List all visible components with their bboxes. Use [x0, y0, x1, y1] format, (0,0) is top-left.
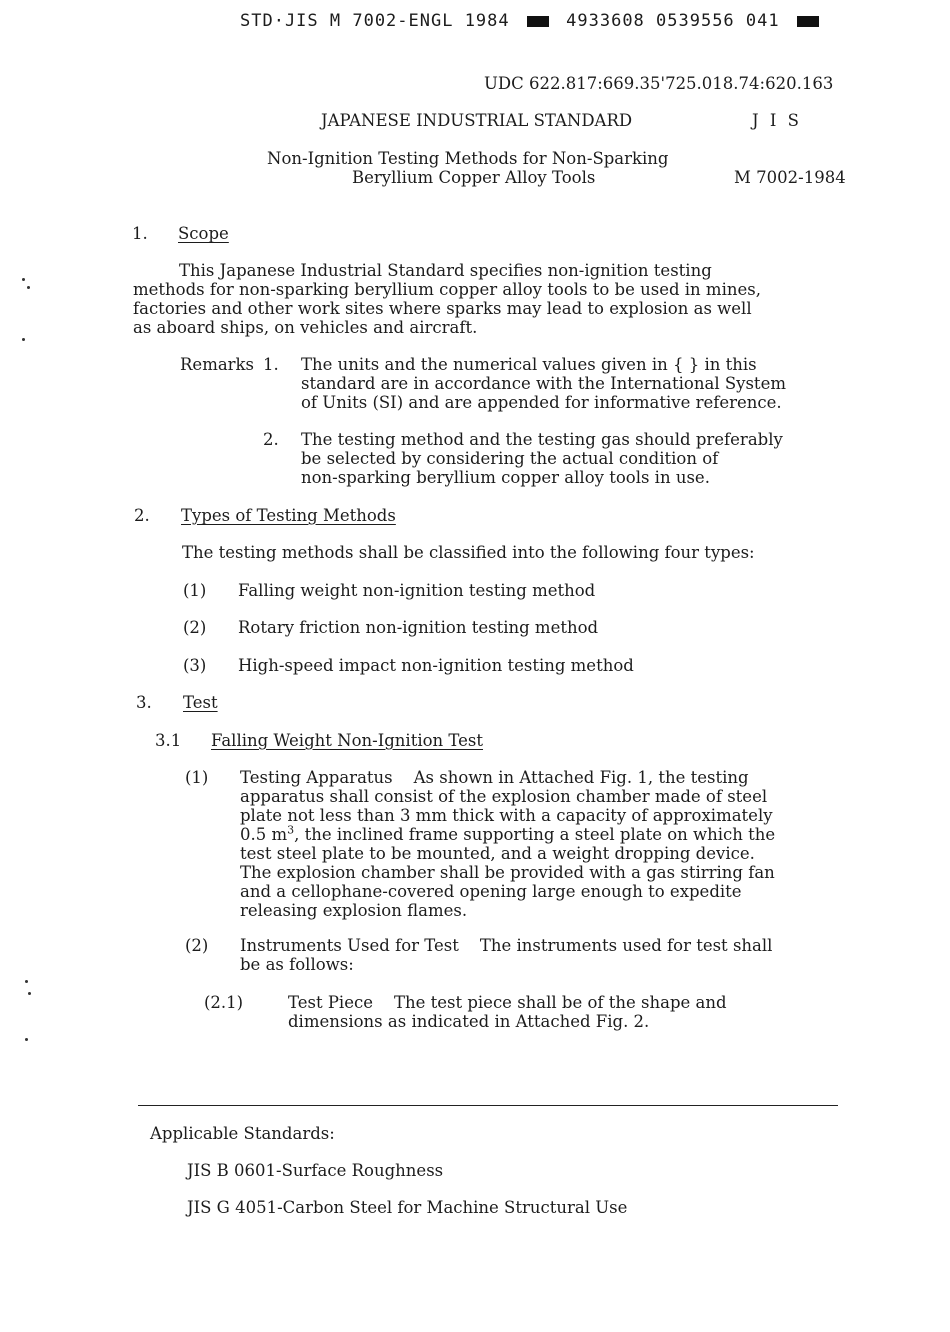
subsection-number: 3.1	[155, 731, 182, 750]
capacity-value: 0.5 m	[240, 825, 288, 844]
item-number: (2)	[185, 936, 209, 955]
scan-speck	[27, 286, 30, 289]
section-number: 2.	[134, 506, 150, 525]
scan-speck	[28, 992, 31, 995]
section-title-test: Test	[183, 693, 218, 712]
remark-line: be selected by considering the actual condition of	[301, 449, 719, 468]
paragraph-line: dimensions as indicated in Attached Fig. 2.	[288, 1012, 650, 1031]
list-item-number: (2)	[183, 618, 207, 637]
standard-title: JAPANESE INDUSTRIAL STANDARD	[321, 111, 633, 130]
header-code-prefix: STD·JIS M 7002-ENGL 1984	[240, 11, 510, 31]
redaction-block	[527, 16, 549, 27]
remark-2-text	[301, 430, 783, 487]
document-code-header	[240, 12, 825, 31]
applicable-standard-item: JIS B 0601-Surface Roughness	[187, 1161, 444, 1180]
applicable-standard-item: JIS G 4051-Carbon Steel for Machine Structural Use	[187, 1198, 628, 1217]
paragraph-line: plate not less than 3 mm thick with a capacity of approximately	[240, 806, 773, 825]
paragraph-line: and a cellophane-covered opening large enough to expedite	[240, 882, 742, 901]
paragraph-line: test steel plate to be mounted, and a weight dropping device.	[240, 844, 755, 863]
section-intro: The testing methods shall be classified into the following four types:	[182, 543, 755, 562]
scan-speck	[22, 278, 25, 281]
paragraph-line: as aboard ships, on vehicles and aircraft.	[133, 318, 478, 337]
remark-line: standard are in accordance with the International System	[301, 374, 786, 393]
scan-speck	[25, 1038, 28, 1041]
paragraph-line-rest: , the inclined frame supporting a steel plate on which the	[294, 825, 776, 844]
section-number: 3.	[136, 693, 152, 712]
udc-code: UDC 622.817:669.35'725.018.74:620.163	[484, 74, 834, 93]
remark-line: The testing method and the testing gas should preferably	[301, 430, 783, 449]
document-title-line-2: Beryllium Copper Alloy Tools	[352, 168, 596, 187]
paragraph-line: factories and other work sites where sparks may lead to explosion as well	[133, 299, 752, 318]
list-item-number: (1)	[183, 581, 207, 600]
document-title-line-1: Non-Ignition Testing Methods for Non-Sparking	[267, 149, 669, 168]
section-title-types: Types of Testing Methods	[181, 506, 396, 525]
paragraph-line: The explosion chamber shall be provided with a gas stirring fan	[240, 863, 775, 882]
list-item-text: Falling weight non-ignition testing method	[238, 581, 596, 600]
paragraph-line: Test Piece The test piece shall be of the shape and	[288, 993, 727, 1012]
subsection-title: Falling Weight Non-Ignition Test	[211, 731, 484, 750]
document-number: M 7002-1984	[734, 168, 846, 187]
paragraph-line: apparatus shall consist of the explosion chamber made of steel	[240, 787, 768, 806]
remarks-label: Remarks	[180, 355, 255, 374]
paragraph-line: Testing Apparatus As shown in Attached Fig. 1, the testing	[240, 768, 749, 787]
applicable-standards-label: Applicable Standards:	[150, 1124, 335, 1143]
remark-number: 1.	[263, 355, 279, 374]
instruments-paragraph	[240, 936, 772, 974]
item-number: (1)	[185, 768, 209, 787]
paragraph-line	[240, 825, 775, 844]
scan-speck	[25, 980, 28, 983]
test-piece-paragraph	[288, 993, 727, 1031]
paragraph-line: methods for non-sparking beryllium copper alloy tools to be used in mines,	[133, 280, 761, 299]
remark-line: The units and the numerical values given in { } in this	[301, 355, 757, 374]
list-item-text: High-speed impact non-ignition testing method	[238, 656, 634, 675]
cubic-exponent: 3	[287, 823, 295, 837]
remark-1-text	[301, 355, 786, 412]
footer-divider	[138, 1105, 838, 1106]
remark-line: non-sparking beryllium copper alloy tools in use.	[301, 468, 710, 487]
scan-speck	[22, 338, 25, 341]
paragraph-line: be as follows:	[240, 955, 354, 974]
section-number: 1.	[132, 224, 148, 243]
item-number: (2.1)	[204, 993, 244, 1012]
section-title-scope: Scope	[178, 224, 229, 243]
jis-mark: J I S	[752, 111, 802, 130]
remark-line: of Units (SI) and are appended for informative reference.	[301, 393, 782, 412]
header-code-suffix: 041	[745, 11, 780, 31]
remark-number: 2.	[263, 430, 279, 449]
redaction-block	[797, 16, 819, 27]
list-item-number: (3)	[183, 656, 207, 675]
list-item-text: Rotary friction non-ignition testing method	[238, 618, 599, 637]
paragraph-line: This Japanese Industrial Standard specifies non-ignition testing	[179, 261, 712, 280]
paragraph-line: Instruments Used for Test The instruments used for test shall	[240, 936, 773, 955]
scope-paragraph	[133, 261, 761, 337]
testing-apparatus-paragraph	[240, 768, 775, 920]
header-code-number: 4933608 0539556	[566, 11, 735, 31]
paragraph-line: releasing explosion flames.	[240, 901, 468, 920]
